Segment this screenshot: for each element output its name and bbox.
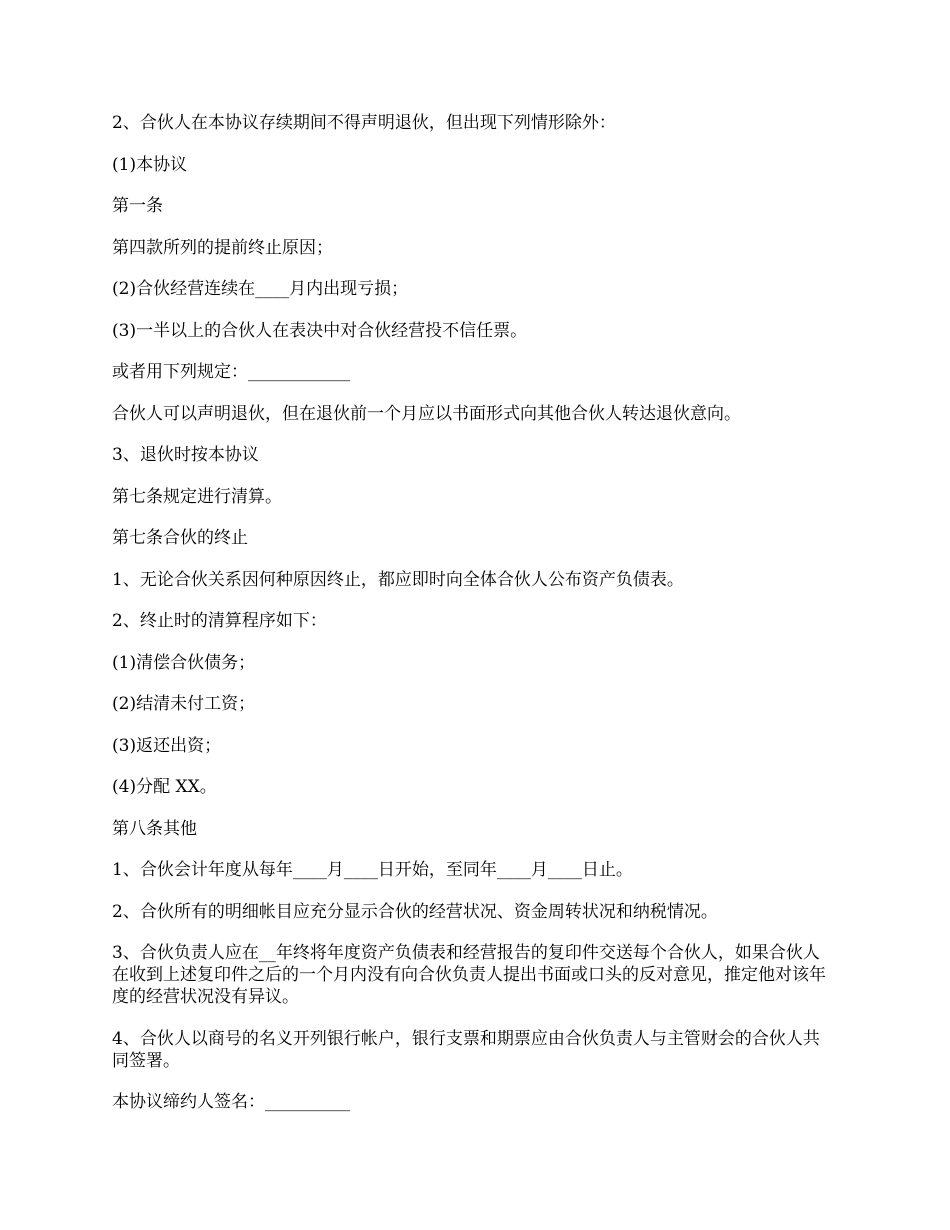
paragraph-15: (2)结清未付工资； bbox=[112, 694, 256, 714]
paragraph-13: 2、终止时的清算程序如下： bbox=[112, 611, 327, 631]
paragraph-1: 2、合伙人在本协议存续期间不得声明退伙，但出现下列情形除外： bbox=[112, 113, 616, 133]
paragraph-2: (1)本协议 bbox=[112, 154, 188, 175]
paragraph-7: 或者用下列规定：____________ bbox=[112, 362, 350, 382]
signature-line: 本协议缔约人签名：__________ bbox=[112, 1092, 350, 1112]
paragraph-3: 第一条 bbox=[112, 196, 163, 216]
section-heading-article-8: 第八条其他 bbox=[112, 818, 197, 839]
paragraph-9: 3、退伙时按本协议 bbox=[112, 445, 259, 465]
document-body bbox=[112, 112, 836, 1133]
paragraph-12: 1、无论合伙关系因何种原因终止，都应即时向全体合伙人公布资产负债表。 bbox=[112, 569, 684, 590]
paragraph-4: 第四款所列的提前终止原因； bbox=[112, 237, 333, 258]
paragraph-21: 3、合伙负责人应在__年终将年度资产负债表和经营报告的复印件交送每个合伙人，如果合伙人在收到上述复印件之后的一个月内没有向合伙负责人提出书面或口头的反对意见，推定他对该年度的经营状况没有异议。 bbox=[112, 943, 826, 1007]
paragraph-8: 合伙人可以声明退伙，但在退伙前一个月应以书面形式向其他合伙人转达退伙意向。 bbox=[112, 403, 741, 424]
paragraph-10: 第七条规定进行清算。 bbox=[112, 486, 282, 507]
paragraph-20: 2、合伙所有的明细帐目应充分显示合伙的经营状况、资金周转状况和纳税情况。 bbox=[112, 901, 718, 922]
paragraph-14: (1)清偿合伙债务； bbox=[112, 652, 256, 673]
paragraph-19: 1、合伙会计年度从每年____月____日开始，至同年____月____日止。 bbox=[112, 860, 633, 880]
section-heading-article-7: 第七条合伙的终止 bbox=[112, 528, 248, 548]
paragraph-17: (4)分配 XX。 bbox=[112, 777, 217, 797]
paragraph-6: (3)一半以上的合伙人在表决中对合伙经营投不信任票。 bbox=[112, 320, 528, 341]
paragraph-16: (3)返还出资； bbox=[112, 735, 222, 756]
paragraph-5: (2)合伙经营连续在____月内出现亏损； bbox=[112, 279, 409, 299]
paragraph-22: 4、合伙人以商号的名义开列银行帐户，银行支票和期票应由合伙负责人与主管财会的合伙人共同签署。 bbox=[112, 1028, 820, 1071]
